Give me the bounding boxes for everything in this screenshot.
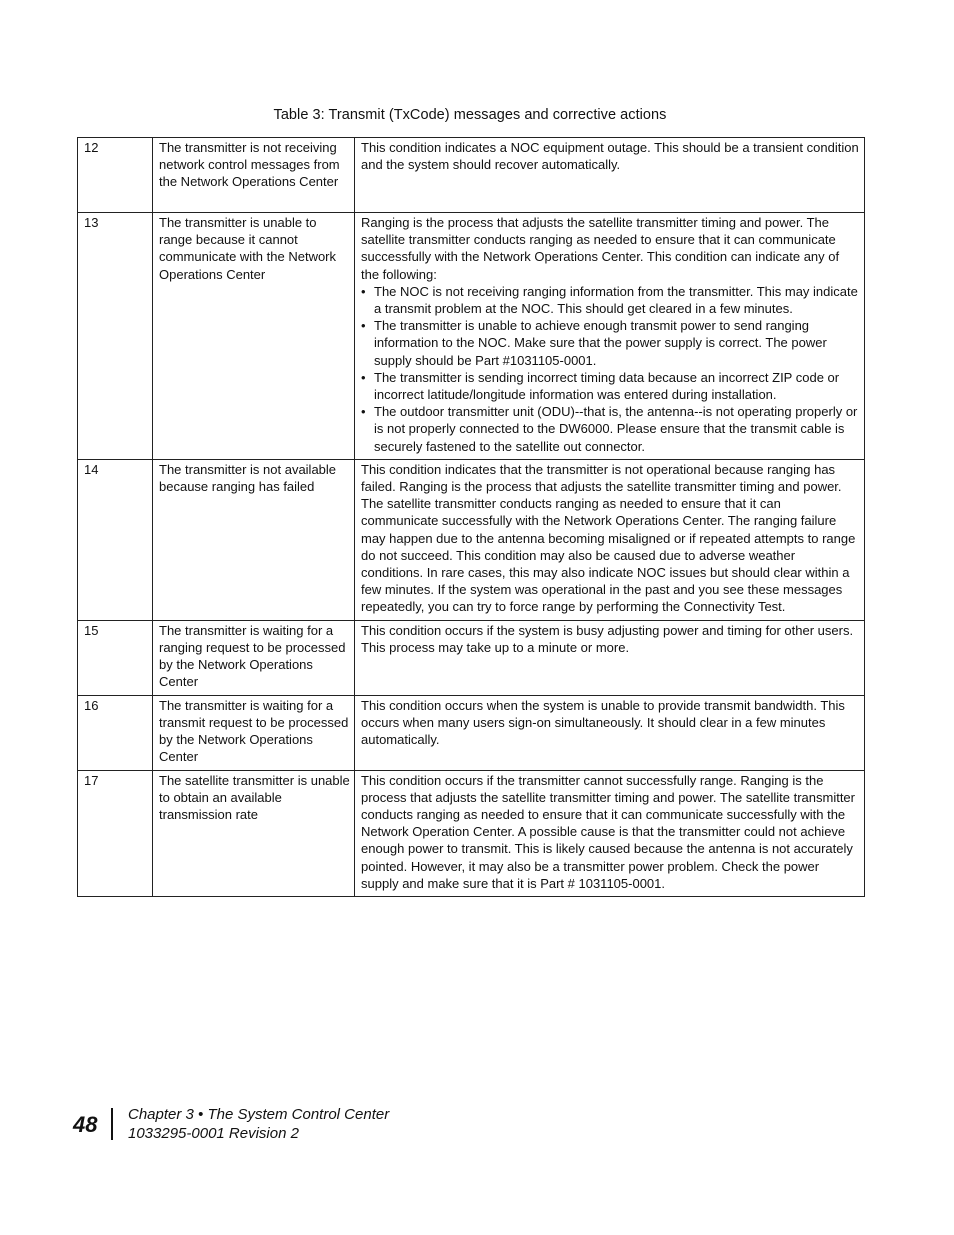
action-cell bbox=[355, 213, 865, 460]
table-row bbox=[78, 138, 865, 213]
action-cell: This condition indicates that the transmitter is not operational because ranging has failed. Ranging is the process that adjusts the satellite transmitter timing and power. The satellite transmitter conducts ranging as needed to ensure that it can communicate successfully with the Network Operations Center. The ranging failure may happen due to the antenna becoming misaligned or if repeated attempts to range do not succeed. This condition may also be caused due to adverse weather conditions. In rare cases, this may also indicate NOC issues but should clear within a few minutes. If the system was operational in the past and you see these messages repeatedly, you can try to force range by performing the Connectivity Test. bbox=[355, 459, 865, 620]
message-cell: The transmitter is not receiving network control messages from the Network Operations Center bbox=[153, 138, 355, 213]
footer-document-revision: 1033295-0001 Revision 2 bbox=[128, 1125, 299, 1142]
txcode-messages-table bbox=[77, 137, 865, 897]
footer-chapter-title: Chapter 3 • The System Control Center bbox=[128, 1106, 390, 1123]
list-item: • The NOC is not receiving ranging information from the transmitter. This may indicate a transmit problem at the NOC. This should get cleared in a few minutes. bbox=[361, 283, 860, 317]
condition-list bbox=[361, 283, 860, 455]
action-cell: This condition occurs when the system is unable to provide transmit bandwidth. This occurs when many users sign-on simultaneously. It should clear in a few minutes automatically. bbox=[355, 695, 865, 770]
action-text: Ranging is the process that adjusts the satellite transmitter timing and power. The satellite transmitter conducts ranging as needed to ensure that it can communicate successfully with the Network Operations Center. This condition can indicate any of the following: bbox=[361, 215, 840, 282]
table-row bbox=[78, 459, 865, 620]
list-item: • The transmitter is sending incorrect timing data because an incorrect ZIP code or incorrect latitude/longitude information was entered during installation. bbox=[361, 369, 860, 403]
table-row bbox=[78, 695, 865, 770]
code-cell: 15 bbox=[78, 620, 153, 695]
table-row bbox=[78, 213, 865, 460]
code-cell: 12 bbox=[78, 138, 153, 213]
action-cell: This condition occurs if the transmitter cannot successfully range. Ranging is the process that adjusts the satellite transmitter timing and power. The satellite transmitter conducts ranging as needed to ensure that it can communicate successfully with the Network Operation Center. A possible cause is that the transmitter could not achieve enough power to transmit. This is likely caused because the antenna is not accurately pointed. However, it may also be a transmitter power problem. Check the power supply and make sure that it is Part # 1031105-0001. bbox=[355, 770, 865, 896]
code-cell: 13 bbox=[78, 213, 153, 460]
message-cell: The transmitter is not available because ranging has failed bbox=[153, 459, 355, 620]
message-cell: The satellite transmitter is unable to obtain an available transmission rate bbox=[153, 770, 355, 896]
table-row bbox=[78, 620, 865, 695]
table-row bbox=[78, 770, 865, 896]
page-number: 48 bbox=[73, 1112, 98, 1137]
message-cell: The transmitter is waiting for a transmit request to be processed by the Network Operations Center bbox=[153, 695, 355, 770]
list-item: • The transmitter is unable to achieve enough transmit power to send ranging information to the NOC. Make sure that the power supply is correct. The power supply should be Part #1031105-0001. bbox=[361, 317, 860, 369]
message-cell: The transmitter is unable to range because it cannot communicate with the Network Operations Center bbox=[153, 213, 355, 460]
action-cell: This condition occurs if the system is busy adjusting power and timing for other users. This process may take up to a minute or more. bbox=[355, 620, 865, 695]
footer-divider bbox=[111, 1108, 113, 1140]
table-caption: Table 3: Transmit (TxCode) messages and corrective actions bbox=[273, 107, 667, 123]
code-cell: 16 bbox=[78, 695, 153, 770]
message-cell: The transmitter is waiting for a ranging request to be processed by the Network Operations Center bbox=[153, 620, 355, 695]
code-cell: 17 bbox=[78, 770, 153, 896]
action-cell: This condition indicates a NOC equipment outage. This should be a transient condition and the system should recover automatically. bbox=[355, 138, 865, 213]
code-cell: 14 bbox=[78, 459, 153, 620]
list-item: • The outdoor transmitter unit (ODU)--that is, the antenna--is not operating properly or is not properly connected to the DW6000. Please ensure that the transmit cable is securely fastened to the satellite out connector. bbox=[361, 403, 860, 455]
